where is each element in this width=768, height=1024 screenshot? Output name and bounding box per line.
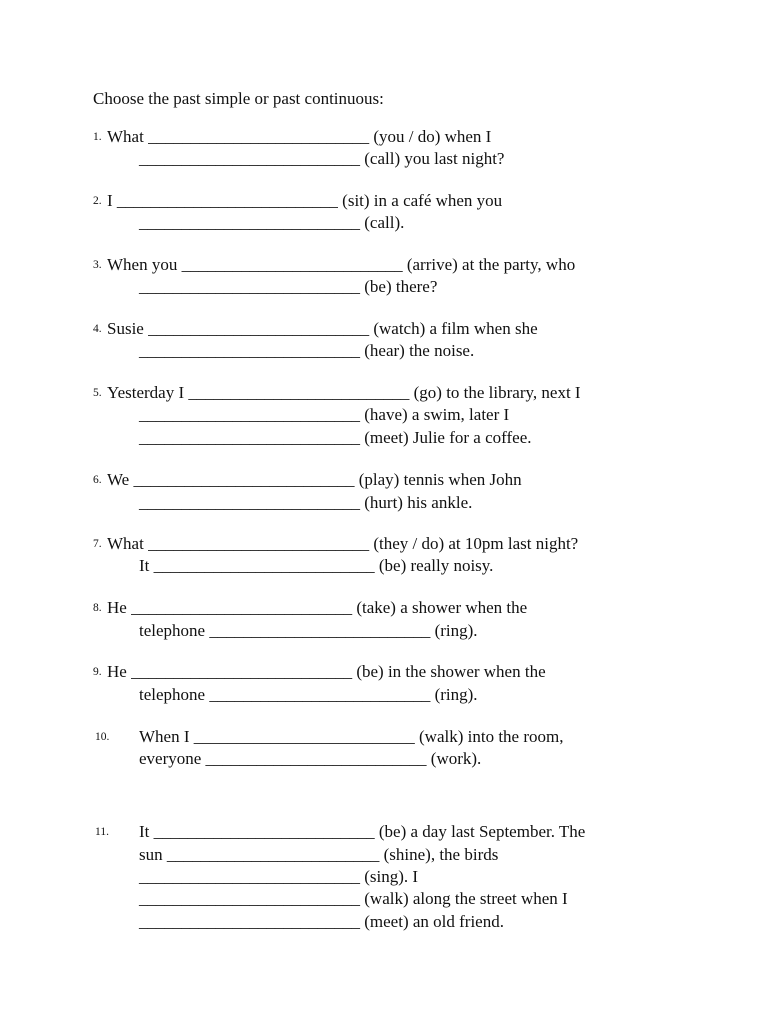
question-line: We __________________________ (play) tennis when John: [107, 470, 522, 489]
question-line: It __________________________ (be) really noisy.: [139, 556, 494, 575]
question-line: Susie __________________________ (watch) a film when she: [107, 319, 538, 338]
question-line: __________________________ (hurt) his ankle.: [139, 493, 473, 512]
question-line: It __________________________ (be) a day last September. The: [139, 822, 586, 841]
question-line: What __________________________ (they / do) at 10pm last night?: [107, 534, 579, 553]
question-line: telephone __________________________ (ring).: [139, 685, 478, 704]
question-line: __________________________ (walk) along the street when I: [139, 889, 568, 908]
question-line: He __________________________ (take) a shower when the: [107, 598, 528, 617]
question-line: __________________________ (call) you last night?: [139, 149, 505, 168]
question-number: 8.: [93, 602, 102, 614]
question-line: Yesterday I __________________________ (go) to the library, next I: [107, 383, 581, 402]
question-number: 6.: [93, 474, 102, 486]
question-number: 5.: [93, 387, 102, 399]
question-number: 4.: [93, 323, 102, 335]
question-number: 9.: [93, 666, 102, 678]
question-line: __________________________ (meet) Julie for a coffee.: [139, 428, 532, 447]
worksheet-title: Choose the past simple or past continuous:: [93, 89, 384, 108]
question-line: __________________________ (have) a swim, later I: [139, 405, 510, 424]
question-line: __________________________ (meet) an old friend.: [139, 912, 504, 931]
question-number: 2.: [93, 195, 102, 207]
question-line: When you __________________________ (arrive) at the party, who: [107, 255, 576, 274]
question-number: 7.: [93, 538, 102, 550]
question-line: everyone __________________________ (work).: [139, 749, 482, 768]
question-line: __________________________ (be) there?: [139, 277, 438, 296]
question-number: 10.: [95, 731, 110, 743]
question-line: sun _________________________ (shine), the birds: [139, 845, 499, 864]
question-number: 11.: [95, 826, 109, 838]
question-line: When I __________________________ (walk) into the room,: [139, 727, 564, 746]
question-line: He __________________________ (be) in the shower when the: [107, 662, 546, 681]
question-line: __________________________ (call).: [139, 213, 405, 232]
question-number: 3.: [93, 259, 102, 271]
question-line: I __________________________ (sit) in a café when you: [107, 191, 503, 210]
question-line: telephone __________________________ (ring).: [139, 621, 478, 640]
question-number: 1.: [93, 131, 102, 143]
question-line: What __________________________ (you / do) when I: [107, 127, 492, 146]
question-line: __________________________ (sing). I: [139, 867, 419, 886]
question-line: __________________________ (hear) the noise.: [139, 341, 475, 360]
